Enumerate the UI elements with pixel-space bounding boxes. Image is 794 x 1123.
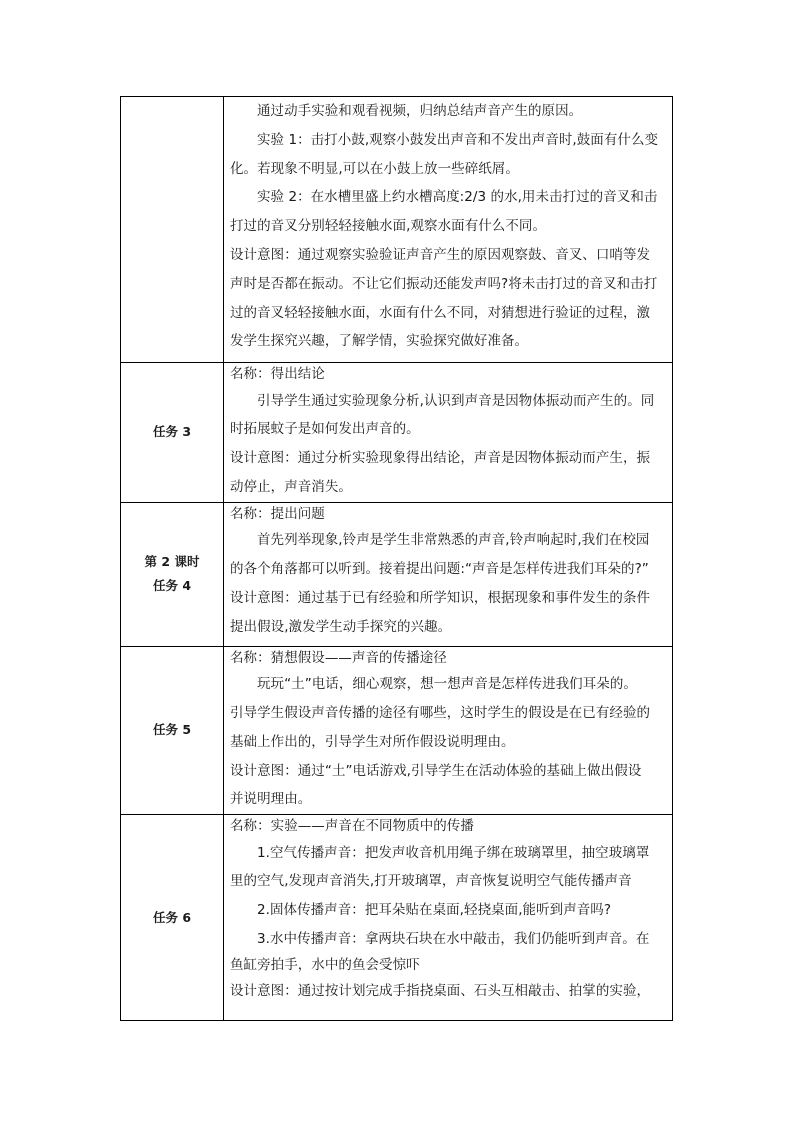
table-body <box>121 97 673 1021</box>
content-line: 引导学生通过实验现象分析,认识到声音是因物体振动而产生的。同 <box>257 392 655 409</box>
table-row <box>121 502 673 646</box>
content-line: 通过动手实验和观看视频，归纳总结声音产生的原因。 <box>257 103 583 119</box>
content-line: 设计意图：通过按计划完成手指挠桌面、石头互相敲击、拍掌的实验， <box>230 983 651 1000</box>
lesson-plan-table <box>120 96 673 1021</box>
content-line: 设计意图：通过观察实验验证声音产生的原因观察鼓、音叉、口哨等发 <box>230 246 651 263</box>
task-label-cell <box>121 363 224 503</box>
content-line: 2.固体传播声音：把耳朵贴在桌面,轻挠桌面,能听到声音吗? <box>257 902 612 919</box>
table-row <box>121 815 673 1021</box>
task-label-cell <box>121 97 224 363</box>
content-line: 首先列举现象,铃声是学生非常熟悉的声音,铃声响起时,我们在校园 <box>257 532 650 549</box>
task-label: 任务 6 <box>152 909 192 925</box>
content-line: 时拓展蚊子是如何发出声音的。 <box>230 421 420 438</box>
task-label: 任务 4 <box>152 578 192 594</box>
content-line: 里的空气,发现声音消失,打开玻璃罩，声音恢复说明空气能传播声音 <box>230 873 632 890</box>
content-line: 化。若现象不明显,可以在小鼓上放一些碎纸屑。 <box>230 160 519 177</box>
content-line: 玩玩“土”电话，细心观察，想一想声音是怎样传进我们耳朵的。 <box>257 676 637 693</box>
content-line: 过的音叉轻轻接触水面，水面有什么不同，对猜想进行验证的过程，激 <box>230 304 651 321</box>
content-line: 名称：提出问题 <box>230 505 325 522</box>
table-row <box>121 97 673 363</box>
task-content-cell <box>224 97 673 363</box>
content-line: 实验 1：击打小鼓,观察小鼓发出声音和不发出声音时,鼓面有什么变 <box>257 131 659 148</box>
content-line: 的各个角落都可以听到。接着提出问题:“声音是怎样传进我们耳朵的?” <box>230 560 649 577</box>
task-label: 任务 5 <box>152 722 192 738</box>
task-label-cell <box>121 502 224 646</box>
content-line: 基础上作出的，引导学生对所作假设说明理由。 <box>230 733 515 750</box>
content-line: 1.空气传播声音：把发声收音机用绳子绑在玻璃罩里，抽空玻璃罩 <box>257 844 650 861</box>
content-line: 3.水中传播声音：拿两块石块在水中敲击，我们仍能听到声音。在 <box>257 931 650 948</box>
content-line: 设计意图：通过分析实验现象得出结论，声音是因物体振动而产生，振 <box>230 450 651 467</box>
table-row <box>121 646 673 814</box>
content-line: 鱼缸旁拍手，水中的鱼会受惊吓 <box>230 956 420 973</box>
content-line: 动停止，声音消失。 <box>230 478 352 495</box>
task-content-cell <box>224 815 673 1021</box>
content-line: 打过的音叉分别轻轻接触水面,观察水面有什么不同。 <box>230 218 546 235</box>
table-row <box>121 363 673 503</box>
task-content-cell <box>224 646 673 814</box>
content-line: 实验 2：在水槽里盛上约水槽高度:2/3 的水,用未击打过的音叉和击 <box>257 189 658 206</box>
content-line: 设计意图：通过基于已有经验和所学知识，根据现象和事件发生的条件 <box>230 589 651 606</box>
content-line: 设计意图：通过“土”电话游戏,引导学生在活动体验的基础上做出假设 <box>230 762 642 779</box>
task-content-cell <box>224 502 673 646</box>
content-line: 并说明理由。 <box>230 791 312 808</box>
content-line: 提出假设,激发学生动手探究的兴趣。 <box>230 618 452 635</box>
content-line: 名称：得出结论 <box>230 366 325 382</box>
task-content-cell <box>224 363 673 503</box>
content-line: 名称：猜想假设——声音的传播途径 <box>230 649 447 666</box>
content-line: 声时是否都在振动。不让它们振动还能发声吗?将未击打过的音叉和击打 <box>230 275 658 292</box>
task-label: 第 2 课时 <box>144 554 200 570</box>
content-line: 名称：实验——声音在不同物质中的传播 <box>230 818 474 835</box>
task-label: 任务 3 <box>152 424 192 440</box>
task-label-cell <box>121 815 224 1021</box>
content-line: 发学生探究兴趣，了解学情，实验探究做好准备。 <box>230 333 529 350</box>
content-line: 引导学生假设声音传播的途径有哪些，这时学生的假设是在已有经验的 <box>230 704 651 721</box>
task-label-cell <box>121 646 224 814</box>
